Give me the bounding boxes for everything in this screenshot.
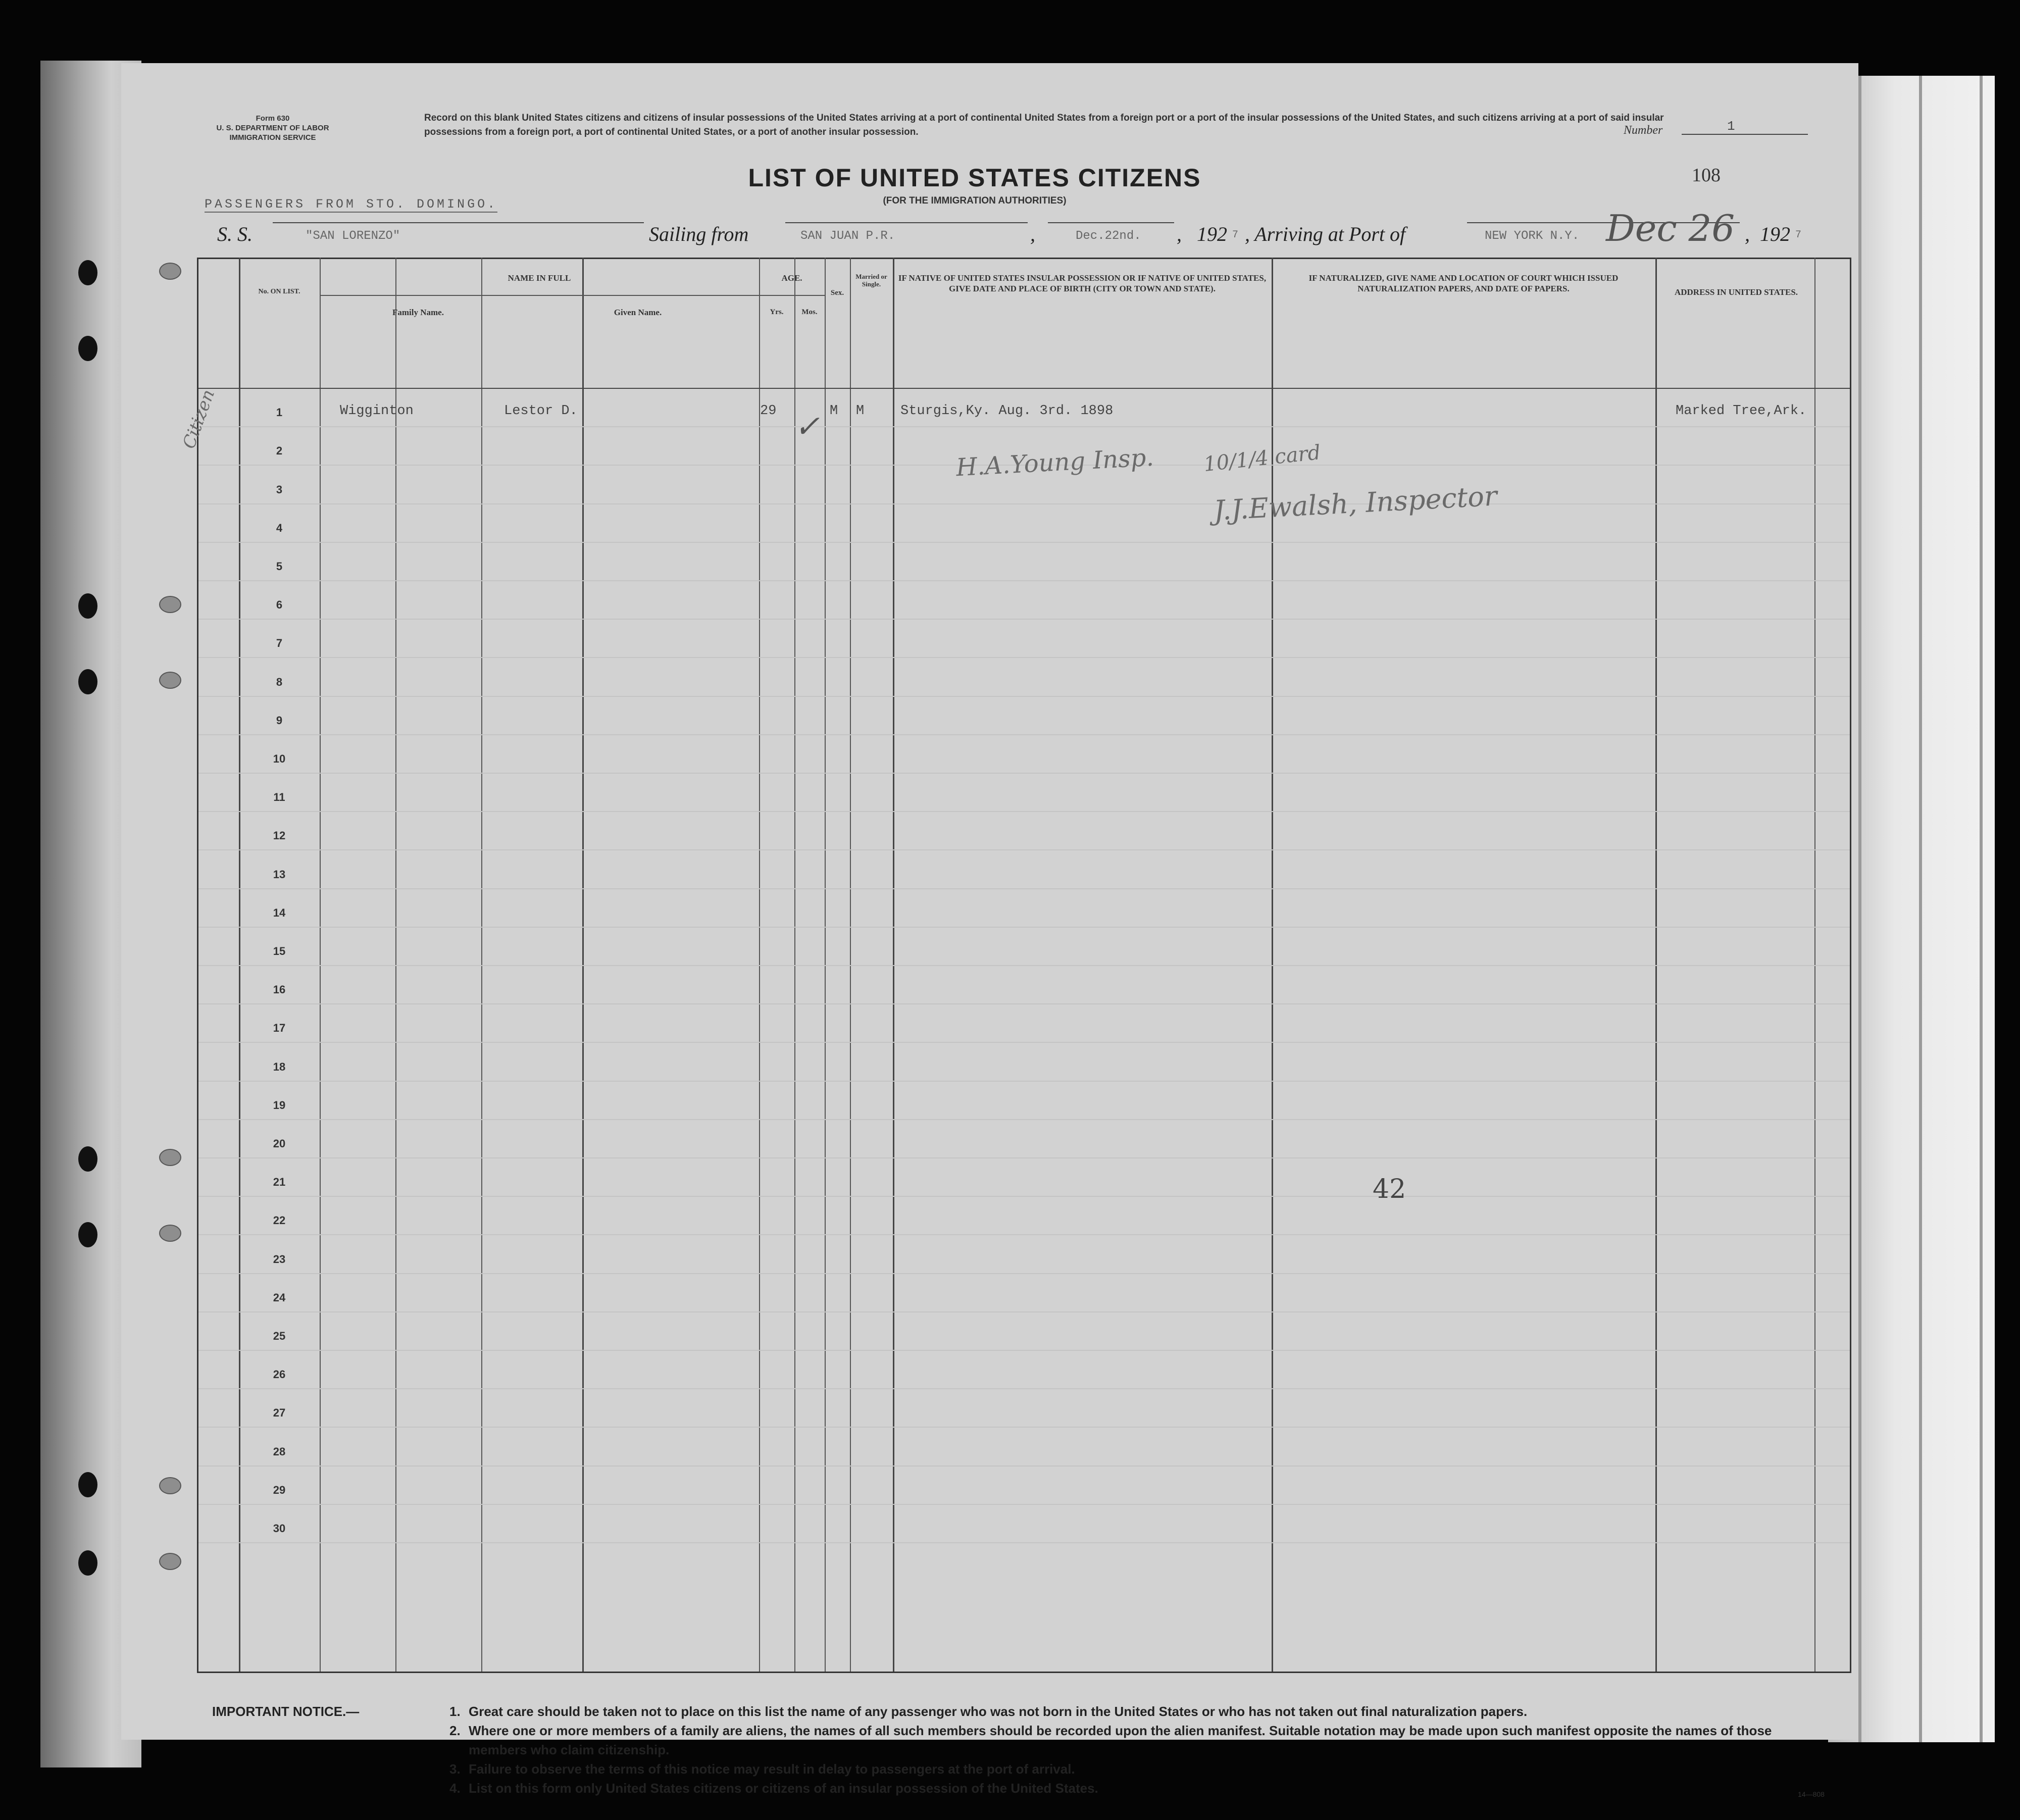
arrival-port: NEW YORK N.Y. <box>1485 229 1580 243</box>
row-number: 25 <box>273 1330 286 1342</box>
row-number: 18 <box>273 1060 286 1073</box>
manifest-page <box>121 63 1858 1798</box>
row-number: 8 <box>276 675 283 688</box>
row-number: 22 <box>273 1214 286 1227</box>
arrival-date-handwritten: Dec 26 <box>1606 207 1735 249</box>
punch-hole <box>78 593 97 619</box>
row-rule <box>198 1196 1850 1197</box>
page-number: 108 <box>1692 165 1721 186</box>
row-number: 26 <box>273 1368 286 1381</box>
header-no: No. ON LIST. <box>258 288 300 295</box>
row-rule <box>198 1465 1850 1467</box>
notice-heading: IMPORTANT NOTICE.— <box>212 1704 360 1719</box>
row-rule <box>198 1042 1850 1043</box>
row-rule <box>198 849 1850 850</box>
notice-item: 1. Great care should be taken not to place on this list the name of any passenger who was not born in the United States or who has not taken out final naturalization papers. <box>449 1704 1528 1719</box>
number-label: Number <box>1624 124 1663 137</box>
sailing-year: 192 <box>1197 223 1227 245</box>
row-rule <box>198 734 1850 735</box>
row-rule <box>198 1388 1850 1389</box>
card-annotation: 10/1/4 card <box>1202 440 1322 477</box>
row-number: 27 <box>273 1406 286 1420</box>
inspector-signature-1: H.A.Young Insp. <box>955 443 1154 482</box>
row-rule <box>198 1311 1850 1312</box>
row-number: 12 <box>273 829 286 842</box>
notice-item: 4. List on this form only United States citizens or citizens of an insular possession of the United States. <box>449 1781 1098 1796</box>
sailing-label: Sailing from <box>649 223 749 245</box>
header-age: AGE. <box>781 273 802 283</box>
arrival-year: 192 <box>1760 223 1790 245</box>
ship-underline <box>273 222 644 223</box>
punch-hole <box>78 336 97 361</box>
row-rule <box>198 927 1850 928</box>
row-rule <box>198 1157 1850 1158</box>
married-cell: M <box>856 403 865 419</box>
margin-annotation: Citizen <box>179 387 219 451</box>
row-number: 17 <box>273 1022 286 1035</box>
row-rule <box>198 657 1850 658</box>
row-number: 11 <box>273 791 285 804</box>
department-name: U. S. DEPARTMENT OF LABOR <box>216 124 329 132</box>
birth-place-cell: Sturgis,Ky. Aug. 3rd. 1898 <box>900 403 1114 419</box>
row-rule <box>198 1542 1850 1543</box>
row-number: 1 <box>276 406 283 419</box>
number-underline <box>1682 134 1808 135</box>
notice-item: 2. Where one or more members of a family are aliens, the names of all such members should be recorded upon the alien manifest. Suitable notation may be made upon such manifest opposite the names of those members who claim citizenship. <box>449 1723 1772 1757</box>
row-rule <box>198 965 1850 966</box>
row-rule <box>198 888 1850 889</box>
row-rule <box>198 1427 1850 1428</box>
punch-hole <box>78 260 97 285</box>
row-number: 21 <box>273 1176 286 1189</box>
row-number: 9 <box>276 714 283 727</box>
row-number: 10 <box>273 752 286 765</box>
punch-hole <box>78 1472 97 1497</box>
sailing-year-suffix: 7 <box>1232 229 1239 241</box>
header-yrs: Yrs. <box>770 308 784 316</box>
sailing-from-underline <box>785 222 1028 223</box>
page-title: LIST OF UNITED STATES CITIZENS <box>748 164 1201 192</box>
row-rule <box>198 1003 1850 1004</box>
row-rule <box>198 503 1850 504</box>
address-cell: Marked Tree,Ark. <box>1676 403 1807 419</box>
hole-reinforcement <box>159 1225 181 1242</box>
hole-reinforcement <box>159 596 181 613</box>
row-number: 3 <box>276 483 283 496</box>
form-identifier <box>182 114 364 142</box>
row-number: 23 <box>273 1252 286 1266</box>
check-mark: ✓ <box>794 409 820 444</box>
header-family-name: Family Name. <box>392 308 444 317</box>
punch-hole <box>78 669 97 694</box>
row-number: 4 <box>276 521 283 534</box>
row-number: 6 <box>276 598 283 612</box>
ship-name: "SAN LORENZO" <box>306 229 400 243</box>
row-number: 7 <box>276 637 283 650</box>
page-subtitle: (FOR THE IMMIGRATION AUTHORITIES) <box>883 195 1067 206</box>
row-number: 5 <box>276 560 283 573</box>
header-sex: Sex. <box>830 289 844 297</box>
header-address: ADDRESS IN UNITED STATES. <box>1674 287 1798 297</box>
header-naturalized: IF NATURALIZED, GIVE NAME AND LOCATION OF COURT WHICH ISSUED NATURALIZATION PAPERS, AND DATE OF PAPERS. <box>1308 273 1619 293</box>
age-years-cell: 29 <box>760 403 777 419</box>
hole-reinforcement <box>159 1477 181 1494</box>
row-rule <box>198 811 1850 812</box>
row-number: 15 <box>273 945 286 957</box>
hole-reinforcement <box>159 1149 181 1166</box>
row-rule <box>198 426 1850 427</box>
row-number: 14 <box>273 906 286 919</box>
sailing-date: Dec.22nd. <box>1076 229 1141 243</box>
voyage-line: S. S. "SAN LORENZO" Sailing from SAN JUAN P.R. , Dec.22nd. , 192 7 , Arriving at Port of NEW YORK N.Y. Dec 26 , 192 7 <box>217 207 1802 249</box>
row-number: 2 <box>276 444 283 458</box>
row-number: 28 <box>273 1445 286 1458</box>
punch-hole <box>78 1146 97 1172</box>
row-number: 16 <box>273 983 286 996</box>
list-count-annotation: 42 <box>1373 1174 1406 1204</box>
given-name-cell: Lestor D. <box>504 403 578 419</box>
service-name: IMMIGRATION SERVICE <box>229 133 316 142</box>
row-rule <box>198 1119 1850 1120</box>
row-number: 29 <box>273 1483 286 1496</box>
row-number: 19 <box>273 1098 286 1111</box>
sailing-from-value: SAN JUAN P.R. <box>800 229 895 243</box>
ss-label: S. S. <box>217 223 252 245</box>
header-name-in-full: NAME IN FULL <box>508 273 571 283</box>
notice-items <box>449 1702 1828 1798</box>
row-rule <box>198 1273 1850 1274</box>
sailing-date-underline <box>1048 222 1174 223</box>
notice-item: 3. Failure to observe the terms of this notice may result in delay to passengers at the port of arrival. <box>449 1761 1075 1777</box>
number-value: 1 <box>1727 119 1735 134</box>
row-rule <box>198 1234 1850 1235</box>
hole-reinforcement <box>159 263 181 280</box>
form-code: 14—808 <box>1798 1790 1825 1798</box>
family-name-cell: Wigginton <box>340 403 414 419</box>
passengers-from-stamp: PASSENGERS FROM STO. DOMINGO. <box>205 197 498 212</box>
row-rule <box>198 1081 1850 1082</box>
form-number: Form 630 <box>256 114 290 123</box>
row-rule <box>198 542 1850 543</box>
arrival-year-suffix: 7 <box>1795 229 1802 241</box>
hole-reinforcement <box>159 672 181 689</box>
row-rule <box>198 1504 1850 1505</box>
header-native: IF NATIVE OF UNITED STATES INSULAR POSSESSION OR IF NATIVE OF UNITED STATES, GIVE DATE AND PLACE OF BIRTH (CITY OR TOWN AND STATE). <box>898 273 1267 293</box>
punch-hole <box>78 1222 97 1247</box>
header-married: Married or Single. <box>855 273 887 288</box>
instructions-text: Record on this blank United States citizens and citizens of insular possessions of the United States arriving at a port of continental United States from a foreign port or a port of the insular possessions of the United States, and such citizens arriving at a port of said insular possessions from a foreign port, a port of continental United States, or a port of another insular possession. <box>424 113 1664 137</box>
row-number: 20 <box>273 1137 286 1150</box>
punch-hole <box>78 1550 97 1576</box>
header-given-name: Given Name. <box>614 308 662 317</box>
row-rule <box>198 619 1850 620</box>
row-number: 13 <box>273 868 286 881</box>
row-rule <box>198 773 1850 774</box>
row-number: 24 <box>273 1291 286 1304</box>
sex-cell: M <box>830 403 838 419</box>
inspector-signature-2: J.J.Ewalsh, Inspector <box>1213 480 1498 527</box>
hole-reinforcement <box>159 1553 181 1570</box>
row-rule <box>198 1350 1850 1351</box>
row-number: 30 <box>273 1522 286 1535</box>
manifest-table <box>179 258 1851 1673</box>
header-mos: Mos. <box>801 308 818 316</box>
row-rule <box>198 580 1850 581</box>
arriving-label: , Arriving at Port of <box>1245 223 1406 245</box>
row-rule <box>198 696 1850 697</box>
